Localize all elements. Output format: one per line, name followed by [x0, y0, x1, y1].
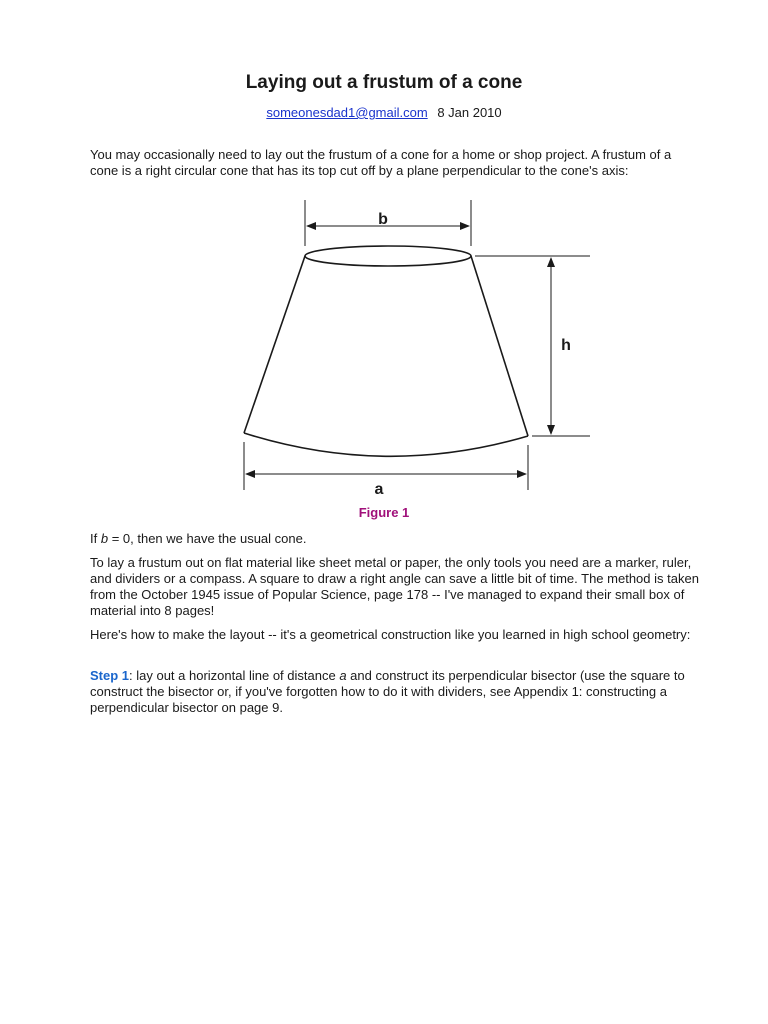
frustum-right-side	[471, 256, 528, 436]
howto-paragraph: Here's how to make the layout -- it's a geometrical construction like you learned in high school geometry:	[90, 627, 691, 642]
dimension-b	[305, 200, 471, 246]
page-title: Laying out a frustum of a cone	[245, 72, 523, 93]
tools-paragraph: To lay a frustum out on flat material like sheet metal or paper, the only tools you need are a marker, ruler, and dividers or a compass. A square to draw a right angle can save a little bit of time. The method is taken from the October 1945 issue of Popular Science, page 178 -- I've managed to expand their small box of material into 8 pages!	[90, 555, 699, 618]
dimension-b-label: b	[378, 211, 388, 228]
zero-b-paragraph	[90, 531, 700, 547]
frustum-shape	[244, 246, 528, 456]
dimension-a	[244, 442, 528, 490]
byline	[0, 105, 768, 120]
step-1-pre: : lay out a horizontal line of distance	[129, 668, 340, 683]
publish-date: 8 Jan 2010	[437, 105, 502, 120]
zero-b-pre: If	[90, 531, 101, 546]
figure-caption: Figure 1	[358, 505, 410, 520]
step-1-variable: a	[339, 668, 347, 683]
dimension-h	[475, 256, 590, 436]
frustum-figure	[230, 195, 610, 495]
dimension-h-label: h	[561, 337, 571, 354]
step-1-label: Step 1	[90, 668, 130, 683]
frustum-bottom-curve	[244, 433, 528, 456]
zero-b-variable: b	[100, 531, 109, 546]
zero-b-post: = 0, then we have the usual cone.	[108, 531, 307, 546]
step-1-paragraph	[90, 668, 700, 716]
frustum-top-ellipse	[305, 246, 471, 266]
author-email-link[interactable]: someonesdad1@gmail.com	[266, 105, 428, 120]
step-1-post: and construct its perpendicular bisector (use the square to construct the bisector or, if you've forgotten how to do it with dividers, see Appendix 1: constructing a perpendicular bisector on page 9.	[90, 668, 685, 715]
dimension-a-label: a	[374, 481, 384, 495]
intro-paragraph: You may occasionally need to lay out the frustum of a cone for a home or shop project. A frustum of a cone is a right circular cone that has its top cut off by a plane perpendicular to the cone's axis:	[90, 147, 672, 178]
frustum-left-side	[244, 256, 305, 433]
